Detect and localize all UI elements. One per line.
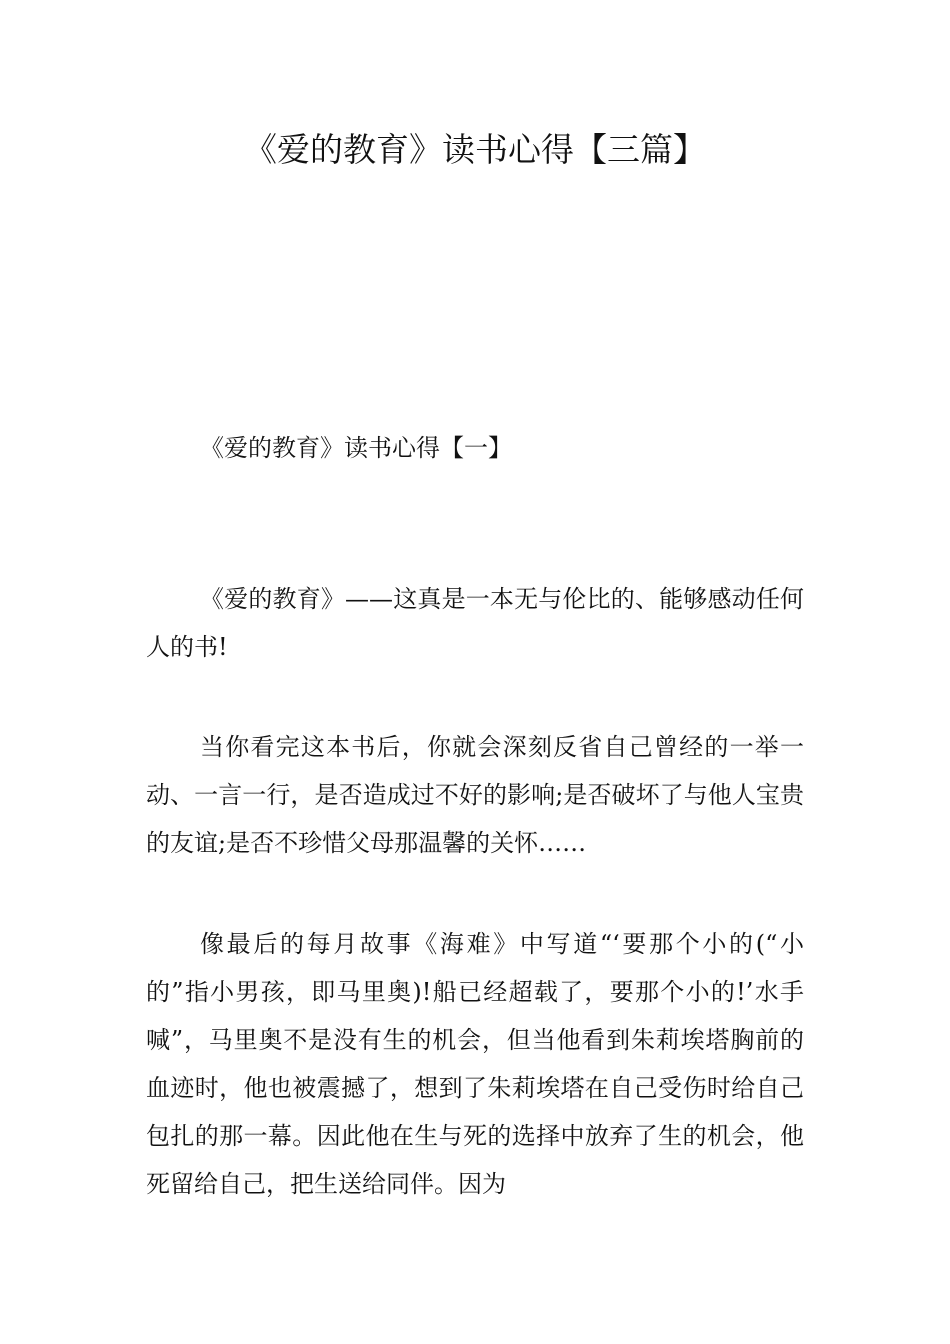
paragraph-2: 当你看完这本书后，你就会深刻反省自己曾经的一举一动、一言一行，是否造成过不好的影响;是否破坏了与他人宝贵的友谊;是否不珍惜父母那温馨的关怀…… <box>146 733 804 857</box>
paragraph-3: 像最后的每月故事《海难》中写道“‘要那个小的(“小的”指小男孩，即马里奥)!船已经超载了，要那个小的!’水手喊”，马里奥不是没有生的机会，但当他看到朱莉埃塔胸前的血迹时，他也被震撼了，想到了朱莉埃塔在自己受伤时给自己包扎的那一幕。因此他在生与死的选择中放弃了生的机会，他死留给自己，把生送给同伴。因为 <box>146 930 804 1198</box>
paragraph-1: 《爱的教育》——这真是一本无与伦比的、能够感动任何人的书! <box>146 585 804 661</box>
section-heading: 《爱的教育》读书心得【一】 <box>200 434 512 462</box>
document-title: 《爱的教育》读书心得【三篇】 <box>244 130 706 169</box>
